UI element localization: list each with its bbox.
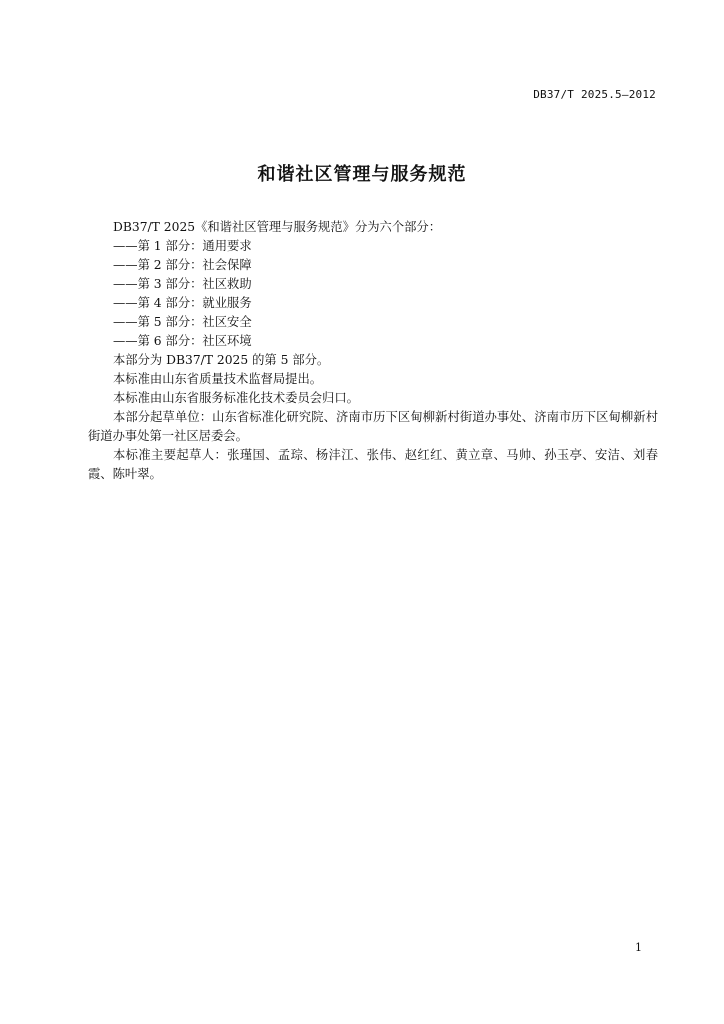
part-list-item: ——第 6 部分：社区环境 xyxy=(113,334,252,348)
drafting-units-paragraph: 本部分起草单位：山东省标准化研究院、济南市历下区甸柳新村街道办事处、济南市历下区甸柳新村街道办事处第一社区居委会。 xyxy=(88,410,658,443)
proposed-by-statement: 本标准由山东省质量技术监督局提出。 xyxy=(113,372,323,386)
standard-code: DB37/T 2025.5—2012 xyxy=(533,88,656,101)
document-title: 和谐社区管理与服务规范 xyxy=(257,164,467,185)
part-list-item: ——第 2 部分：社会保障 xyxy=(113,258,252,272)
part-list-item: ——第 1 部分：通用要求 xyxy=(113,239,252,253)
this-part-statement: 本部分为 DB37/T 2025 的第 5 部分。 xyxy=(113,353,330,367)
page-number: 1 xyxy=(635,941,642,954)
part-list-item: ——第 5 部分：社区安全 xyxy=(113,315,252,329)
part-list-item: ——第 3 部分：社区救助 xyxy=(113,277,252,291)
foreword-body xyxy=(88,218,658,484)
centralized-by-statement: 本标准由山东省服务标准化技术委员会归口。 xyxy=(113,391,359,405)
part-list-item: ——第 4 部分：就业服务 xyxy=(113,296,252,310)
foreword-intro: DB37/T 2025《和谐社区管理与服务规范》分为六个部分： xyxy=(113,220,442,234)
drafters-paragraph: 本标准主要起草人：张瑾国、孟琮、杨沣江、张伟、赵红红、黄立章、马帅、孙玉亭、安洁、刘春霞、陈叶翠。 xyxy=(88,448,658,481)
